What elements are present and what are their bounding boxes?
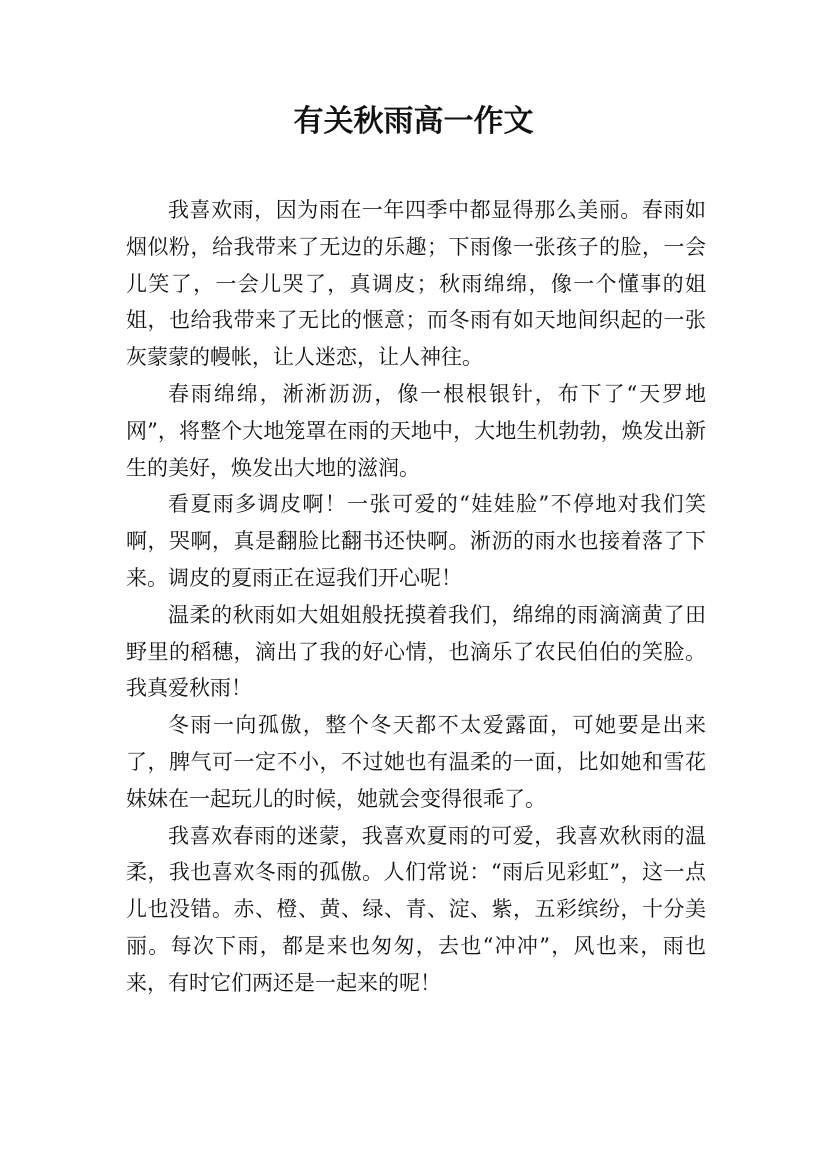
paragraph: 冬雨一向孤傲，整个冬天都不太爱露面，可她要是出来了，脾气可一定不小，不过她也有温柔的一面，比如她和雪花妹妹在一起玩儿的时候，她就会变得很乖了。 (126, 713, 706, 811)
paragraph: 春雨绵绵，淅淅沥沥，像一根根银针，布下了“天罗地网”，将整个大地笼罩在雨的天地中，大地生机勃勃，焕发出新生的美好，焕发出大地的滋润。 (126, 381, 706, 480)
document-body (126, 192, 706, 1002)
paragraph: 温柔的秋雨如大姐姐般抚摸着我们，绵绵的雨滴滴黄了田野里的稻穗，滴出了我的好心情，也滴乐了农民伯伯的笑脸。我真爱秋雨！ (126, 602, 706, 701)
paragraph: 我喜欢雨，因为雨在一年四季中都显得那么美丽。春雨如烟似粉，给我带来了无边的乐趣；下雨像一张孩子的脸，一会儿笑了，一会儿哭了，真调皮；秋雨绵绵，像一个懂事的姐姐，也给我带来了无比的惬意；而冬雨有如天地间织起的一张灰蒙蒙的幔帐，让人迷恋，让人神往。 (126, 198, 706, 370)
paragraph: 看夏雨多调皮啊！一张可爱的“娃娃脸”不停地对我们笑啊，哭啊，真是翻脸比翻书还快啊。淅沥的雨水也接着落了下来。调皮的夏雨正在逗我们开心呢！ (126, 492, 706, 590)
document-title: 有关秋雨高一作文 (293, 104, 534, 139)
paragraph: 我喜欢春雨的迷蒙，我喜欢夏雨的可爱，我喜欢秋雨的温柔，我也喜欢冬雨的孤傲。人们常说：“雨后见彩虹”，这一点儿也没错。赤、橙、黄、绿、青、淀、紫，五彩缤纷，十分美丽。每次下雨，都是来也匆匆，去也“冲冲”，风也来，雨也来，有时它们两还是一起来的呢！ (126, 823, 706, 995)
